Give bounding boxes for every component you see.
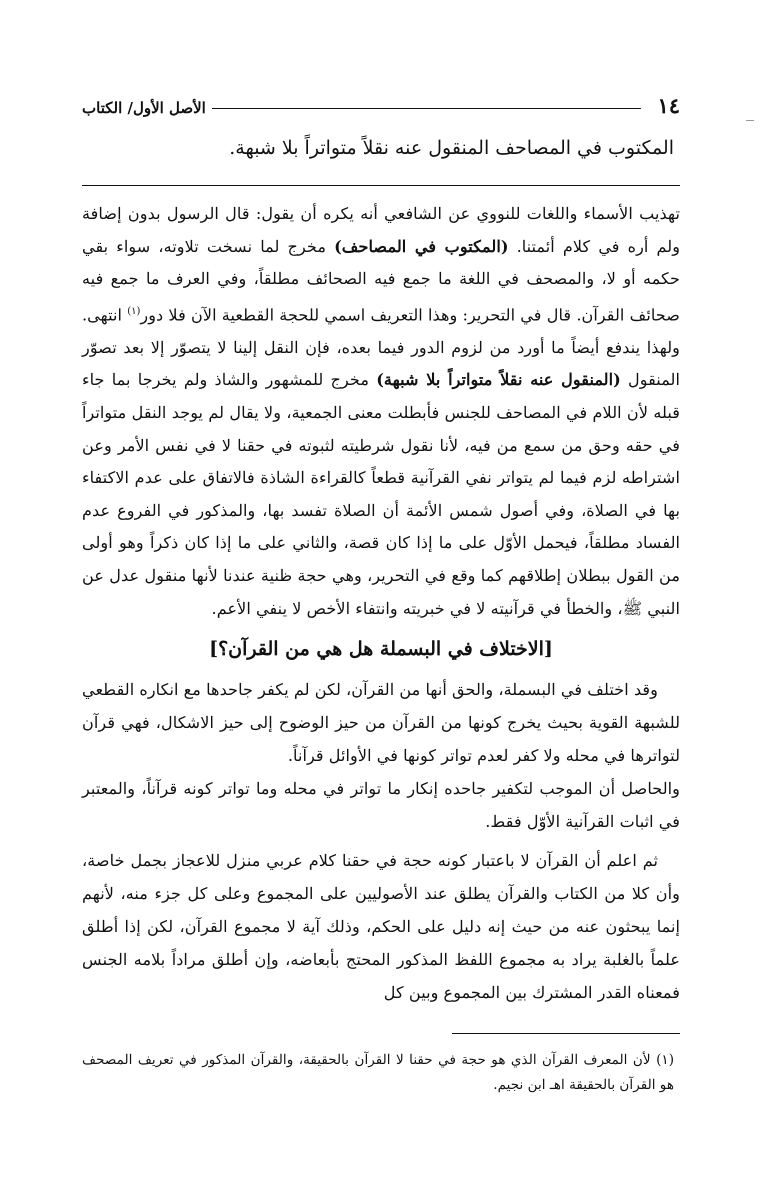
- paragraph: والحاصل أن الموجب لتكفير جاحده إنكار ما تواتر في محله وما تواتر كونه قرآناً، والمعتبر في اثبات القرآنية الأوّل فقط.: [82, 779, 680, 832]
- bold-term: (المكتوب في المصاحف): [334, 236, 509, 256]
- main-text-separator: [82, 185, 680, 186]
- footnote-rule: [452, 1033, 680, 1034]
- margin-mark: [746, 120, 754, 122]
- paragraph: وقد اختلف في البسملة، والحق أنها من القرآن، لكن لم يكفر جاحدها مع انكاره القطعي للشبهة القوية بحيث يخرج كونها من القرآن من حيز الوضوح إلى حيز الاشكال، فهي قرآن لتواترها في محله ولا كفر لعدم تواتر كونها في الأوائل قرآناً.: [82, 680, 680, 766]
- text-run: مخرج لما نسخت تلاوته، سواء بقي حكمه أو لا، والمصحف في اللغة ما جمع فيه الصحائف مطلقاً، وفي العرف ما جمع فيه صحائف القرآن. قال في التحرير: وهذا التعريف اسمي للحجة القطعية الآن فلا دور: [82, 236, 680, 325]
- running-title: الأصل الأول/ الكتاب: [82, 99, 206, 117]
- section-heading: [الاختلاف في البسملة هل هي من القرآن؟]: [209, 638, 553, 661]
- footnote: (١) لأن المعرف القرآن الذي هو حجة في حقنا لا القرآن بالحقيقة، والقرآن المذكور في تعريف المصحف هو القرآن بالحقيقة اهـ ابن نجيم.: [82, 1051, 674, 1093]
- footnote-ref: (١): [127, 305, 141, 317]
- page-number: ١٤: [657, 93, 680, 118]
- page-header: [82, 84, 680, 116]
- book-page: [82, 84, 680, 1164]
- text-run: انتهى. ولهذا يندفع أيضاً ما أورد من لزوم الدور فيما بعده، فإن النقل إلينا لا يتصوّر إلا بعد تصوّر المنقول: [82, 305, 680, 390]
- commentary-text: [82, 198, 680, 625]
- text-run: مخرج للمشهور والشاذ ولم يخرجا بما جاء قبله لأن اللام في المصاحف للجنس فأبطلت معنى الجمعية، ولا يقال لم يوجد النقل متواتراً في حقه وحق من سمع من فيه، لأنا نقول شرطيته لثبوته في حقنا لا في نفس الأمر وعن اشتراطه لزم فيما لم يتواتر نفي القرآنية قطعاً كالقراءة الشاذة فالاتفاق على عدم الاكتفاء بها في الصلاة، وفي أصول شمس الأئمة أن الصلاة تفسد بها، والمذكور في الفروع عدم الفساد مطلقاً، فيحمل الأوّل على ما إذا كان قصة، والثاني على ما إذا كان ذكراً وهو أولى من القول ببطلان إطلاقهم كما وقع في التحرير، وهي حجة ظنية عندنا لأنها منقول عدل عن النبي ﷺ، والخطأ في قرآنيته لا في خبريته وانتفاء الأخص لا ينفي الأعم.: [82, 370, 680, 618]
- paragraph: ثم اعلم أن القرآن لا باعتبار كونه حجة في حقنا كلام عربي منزل للاعجاز بجمل خاصة، وأن كلا من الكتاب والقرآن يطلق عند الأصوليين على المجموع وعلى كل جزء منه، لأنهم إنما يبحثون عنه من حيث إنه دليل على الحكم، وذلك آية لا مجموع القرآن، لكن إذا أطلق علماً بالغلبة يراد به مجموع اللفظ المذكور المحتج بأبعاضه، وإن أطلق مراداً بلامه الجنس فمعناه القدر المشترك بين المجموع وبين كل: [82, 851, 680, 1003]
- bold-term: (المنقول عنه نقلاً متواتراً بلا شبهة): [376, 370, 621, 390]
- header-rule: [212, 108, 642, 109]
- text-run: تهذيب الأسماء واللغات للنووي عن الشافعي أنه يكره أن يقول: قال الرسول بدون إضافة ولم أره في كلام أئمتنا.: [82, 204, 681, 256]
- main-text: المكتوب في المصاحف المنقول عنه نقلاً متواتراً بلا شبهة.: [229, 137, 674, 159]
